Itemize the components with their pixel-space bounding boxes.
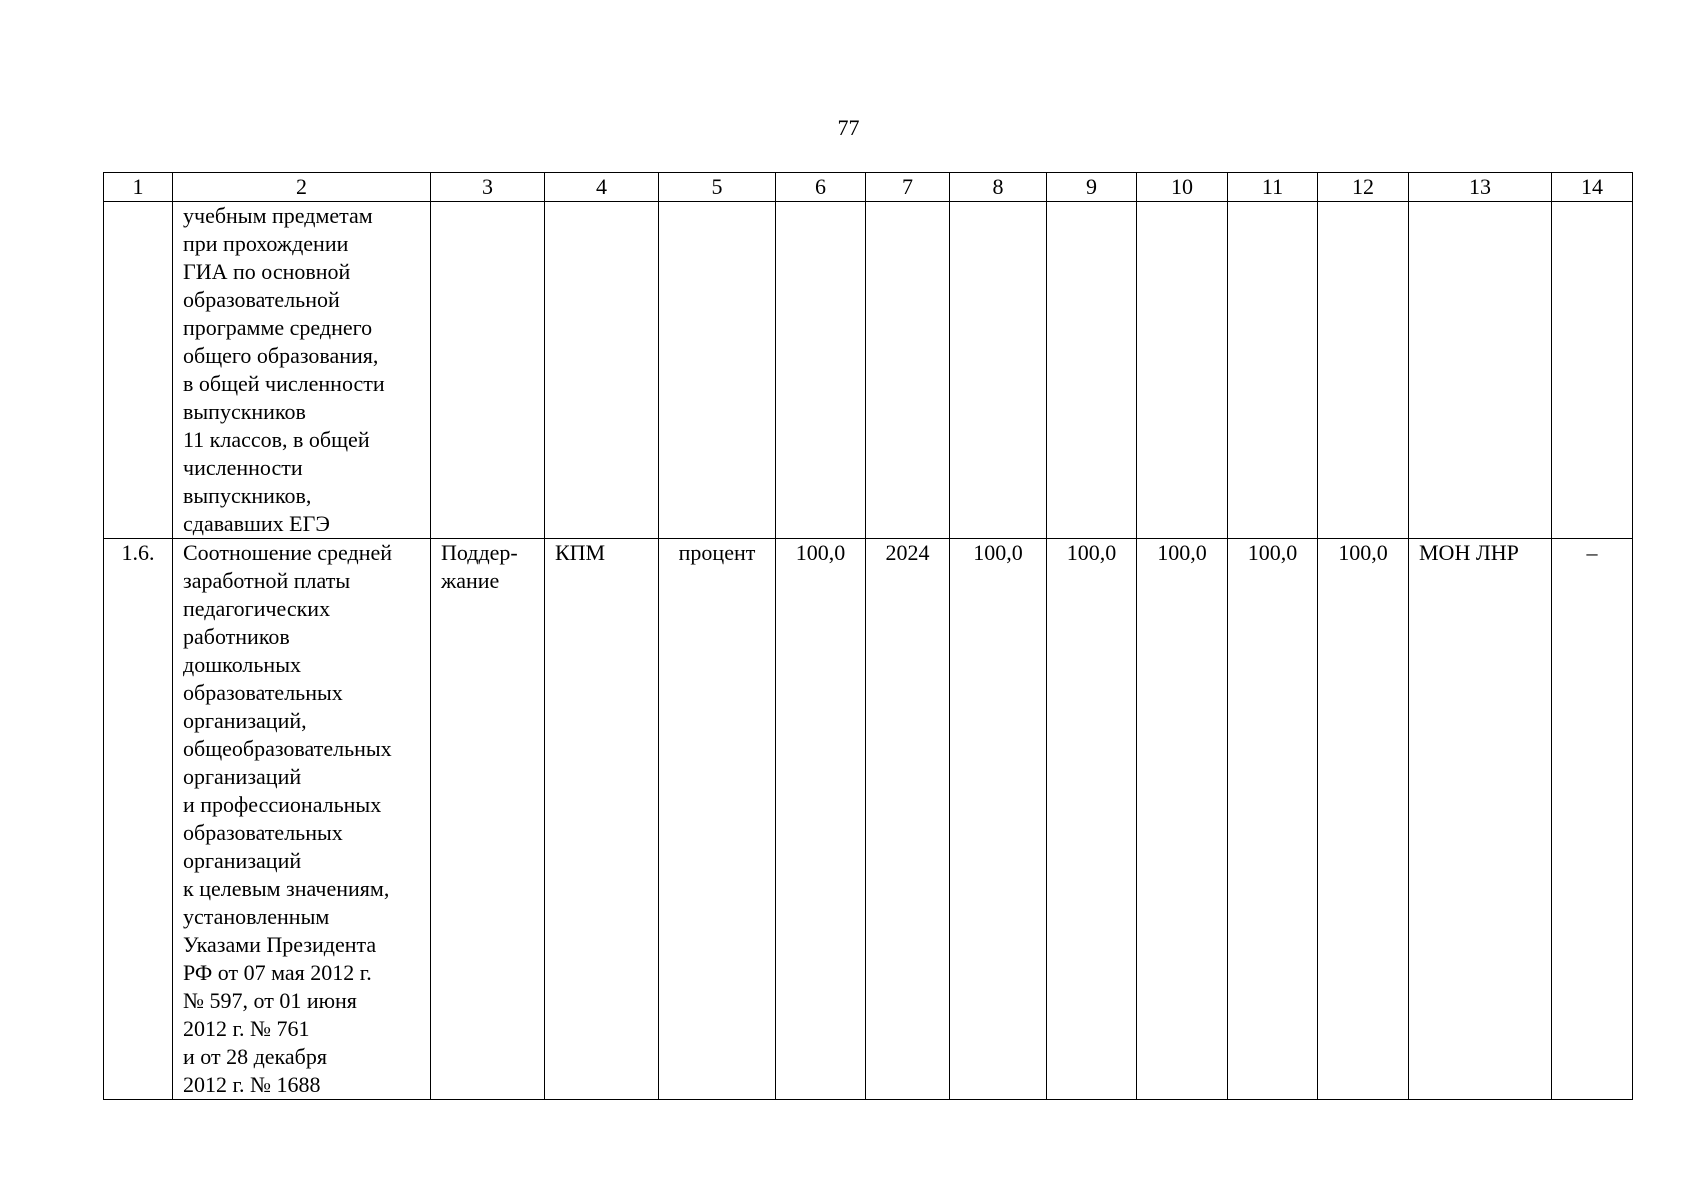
- indicator-name-cell: Соотношение средней заработной платы педагогических работников дошкольных образовательных организаций, общеобразовательных организаций и профессиональных образовательных организаций к целевым значениям, установленным Указами Президента РФ от 07 мая 2012 г. № 597, от 01 июня 2012 г. № 761 и от 28 декабря 2012 г. № 1688: [173, 539, 431, 1100]
- base-year-cell: 2024: [866, 539, 950, 1100]
- unit-cell: процент: [659, 539, 776, 1100]
- column-header-row: [104, 173, 1633, 202]
- column-header: 11: [1228, 173, 1318, 202]
- value-cell: 100,0: [950, 539, 1047, 1100]
- value-cell: 100,0: [1047, 539, 1137, 1100]
- column-header: 3: [431, 173, 545, 202]
- value-cell: [1137, 202, 1228, 539]
- column-header: 6: [776, 173, 866, 202]
- column-header: 2: [173, 173, 431, 202]
- base-value-cell: 100,0: [776, 539, 866, 1100]
- unit-cell: [659, 202, 776, 539]
- column-header: 8: [950, 173, 1047, 202]
- column-header: 14: [1552, 173, 1633, 202]
- value-cell: [950, 202, 1047, 539]
- value-cell: [1318, 202, 1409, 539]
- value-cell: 100,0: [1228, 539, 1318, 1100]
- page-number: 77: [837, 115, 860, 140]
- row-number-cell: [104, 202, 173, 539]
- value-cell: [1047, 202, 1137, 539]
- indicators-table: [103, 172, 1633, 1100]
- value-cell: 100,0: [1318, 539, 1409, 1100]
- base-value-cell: [776, 202, 866, 539]
- note-cell: [1552, 202, 1633, 539]
- responsible-cell: МОН ЛНР: [1409, 539, 1552, 1100]
- table-row: [104, 202, 1633, 539]
- table-row: [104, 539, 1633, 1100]
- column-header: 10: [1137, 173, 1228, 202]
- column-header: 1: [104, 173, 173, 202]
- note-cell: –: [1552, 539, 1633, 1100]
- row-number-cell: 1.6.: [104, 539, 173, 1100]
- column-header: 4: [545, 173, 659, 202]
- base-year-cell: [866, 202, 950, 539]
- level-cell: [545, 202, 659, 539]
- level-cell: КПМ: [545, 539, 659, 1100]
- responsible-cell: [1409, 202, 1552, 539]
- column-header: 5: [659, 173, 776, 202]
- indicator-type-cell: Поддер- жание: [431, 539, 545, 1100]
- column-header: 13: [1409, 173, 1552, 202]
- indicator-type-cell: [431, 202, 545, 539]
- column-header: 9: [1047, 173, 1137, 202]
- value-cell: 100,0: [1137, 539, 1228, 1100]
- value-cell: [1228, 202, 1318, 539]
- indicator-name-cell: учебным предметам при прохождении ГИА по основной образовательной программе среднего общего образования, в общей численности выпускников 11 классов, в общей численности выпускников, сдававших ЕГЭ: [173, 202, 431, 539]
- column-header: 7: [866, 173, 950, 202]
- column-header: 12: [1318, 173, 1409, 202]
